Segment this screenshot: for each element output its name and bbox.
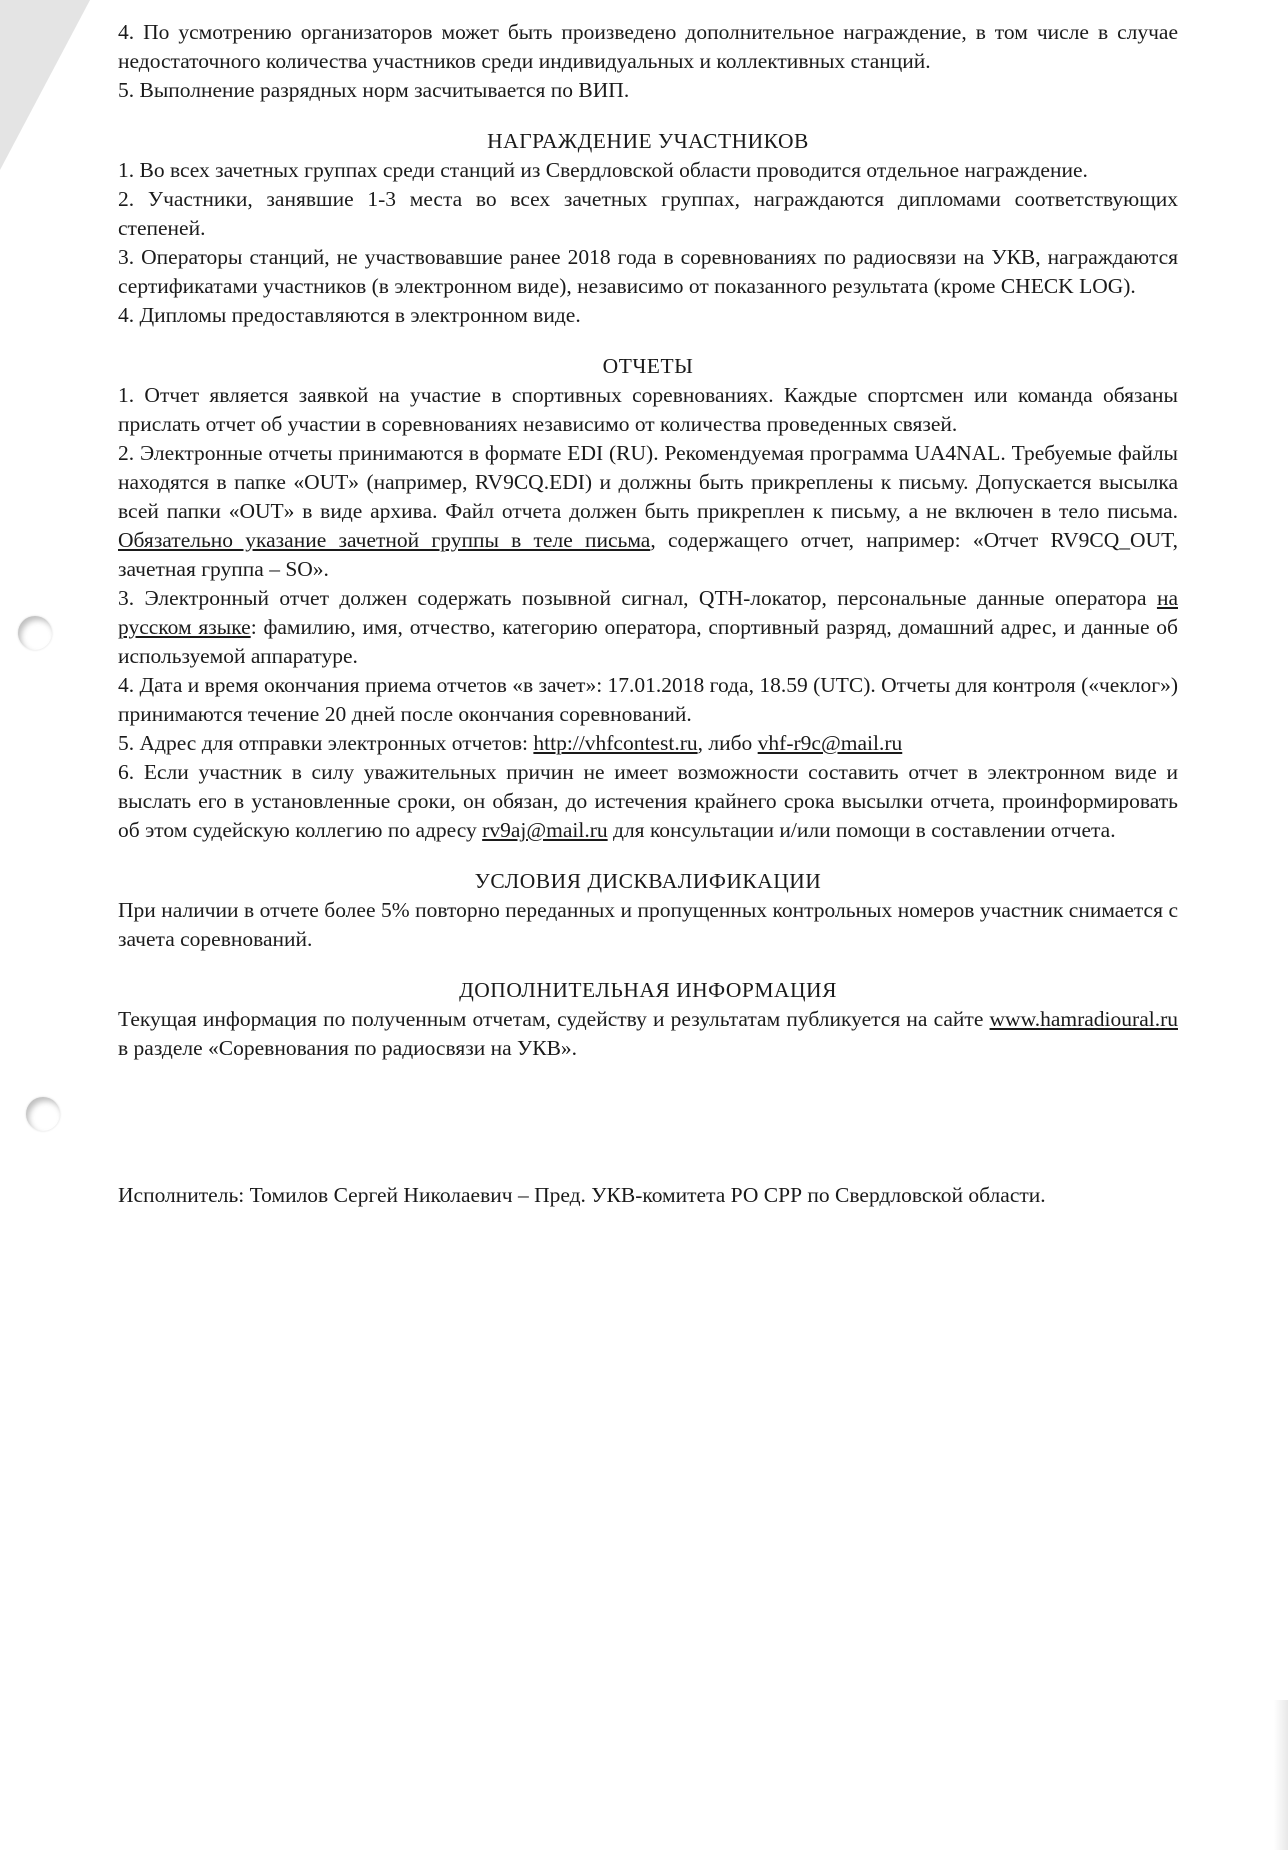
punch-hole xyxy=(18,616,52,650)
reports-item-5-separator: , либо xyxy=(697,731,758,755)
reports-item-5 xyxy=(118,729,1178,758)
folded-corner xyxy=(0,0,90,170)
intro-item-4: 4. По усмотрению организаторов может быть произведено дополнительное награждение, в том числе в случае недостаточного количества участников среди индивидуальных и коллективных станций. xyxy=(118,20,1178,73)
reports-item-3 xyxy=(118,584,1178,671)
scan-edge-shadow xyxy=(1274,1700,1288,1850)
disqualification-text: При наличии в отчете более 5% повторно переданных и пропущенных контрольных номеров участник снимается с зачета соревнований. xyxy=(118,898,1178,951)
section-title-additional-info: ДОПОЛНИТЕЛЬНАЯ ИНФОРМАЦИЯ xyxy=(459,978,837,1002)
awards-item-1: 1. Во всех зачетных группах среди станций из Свердловской области проводится отдельное награждение. xyxy=(118,158,1088,182)
additional-info-text-start: Текущая информация по полученным отчетам, судейству и результатам публикуется на сайте xyxy=(118,1007,990,1031)
awards-item-3: 3. Операторы станций, не участвовавшие ранее 2018 года в соревнованиях по радиосвязи на УКВ, награждаются сертификатами участников (в электронном виде), независимо от показанного результата (кроме CHECK LOG). xyxy=(118,245,1178,298)
section-title-disqualification: УСЛОВИЯ ДИСКВАЛИФИКАЦИИ xyxy=(474,869,822,893)
signature-spacer xyxy=(118,1063,1178,1181)
rv9aj-email-link[interactable]: rv9aj@mail.ru xyxy=(482,818,608,842)
reports-item-3-text: 3. Электронный отчет должен содержать позывной сигнал, QTH-локатор, персональные данные оператора xyxy=(118,586,1157,610)
section-title-reports: ОТЧЕТЫ xyxy=(602,354,694,378)
reports-item-2-text: 2. Электронные отчеты принимаются в формате EDI (RU). Рекомендуемая программа UA4NAL. Требуемые файлы находятся в папке «OUT» (например, RV9CQ.EDI) и должны быть прикреплены к письму. Допускается высылка всей папки «OUT» в виде архива. Файл отчета должен быть прикреплен к письму, а не включен в тело письма. xyxy=(118,441,1178,523)
signature-line: Исполнитель: Томилов Сергей Николаевич – Пред. УКВ-комитета РО СРР по Свердловской области. xyxy=(118,1183,1046,1207)
reports-item-2-text-end: , содержащего отчет, например: «Отчет RV9CQ_OUT, зачетная группа – SO». xyxy=(118,528,1178,581)
hamradioural-link[interactable]: www.hamradioural.ru xyxy=(989,1007,1178,1031)
reports-item-2-underlined: Обязательно указание зачетной группы в теле письма xyxy=(118,528,651,552)
additional-info-text-end: в разделе «Соревнования по радиосвязи на УКВ». xyxy=(118,1036,578,1060)
awards-item-2: 2. Участники, занявшие 1-3 места во всех зачетных группах, награждаются дипломами соответствующих степеней. xyxy=(118,187,1178,240)
vhfcontest-link[interactable]: http://vhfcontest.ru xyxy=(533,731,698,755)
reports-item-3-text-end: : фамилию, имя, отчество, категорию оператора, спортивный разряд, домашний адрес, и данные об используемой аппаратуре. xyxy=(118,615,1178,668)
reports-item-6 xyxy=(118,758,1178,845)
awards-item-4: 4. Дипломы предоставляются в электронном виде. xyxy=(118,303,581,327)
intro-item-5: 5. Выполнение разрядных норм засчитывается по ВИП. xyxy=(118,78,630,102)
reports-item-6-text-end: для консультации и/или помощи в составлении отчета. xyxy=(607,818,1116,842)
section-title-awards: НАГРАЖДЕНИЕ УЧАСТНИКОВ xyxy=(487,129,809,153)
additional-info-text xyxy=(118,1005,1178,1063)
vhf-r9c-email-link[interactable]: vhf-r9c@mail.ru xyxy=(757,731,903,755)
reports-item-2 xyxy=(118,439,1178,584)
reports-item-5-text: 5. Адрес для отправки электронных отчетов: xyxy=(118,731,534,755)
reports-item-1: 1. Отчет является заявкой на участие в спортивных соревнованиях. Каждые спортсмен или команда обязаны прислать отчет об участии в соревнованиях независимо от количества проведенных связей. xyxy=(118,383,1178,436)
reports-item-6-text: 6. Если участник в силу уважительных причин не имеет возможности составить отчет в электронном виде и выслать его в установленные сроки, он обязан, до истечения крайнего срока высылки отчета, проинформировать об этом судейскую коллегию по адресу xyxy=(118,760,1178,842)
document-body xyxy=(118,18,1178,1210)
reports-item-4: 4. Дата и время окончания приема отчетов «в зачет»: 17.01.2018 года, 18.59 (UTC). Отчеты для контроля («чеклог») принимаются течение 20 дней после окончания соревнований. xyxy=(118,673,1178,726)
punch-hole xyxy=(26,1097,60,1131)
reports-item-3-underlined: на русском языке xyxy=(118,586,1178,639)
